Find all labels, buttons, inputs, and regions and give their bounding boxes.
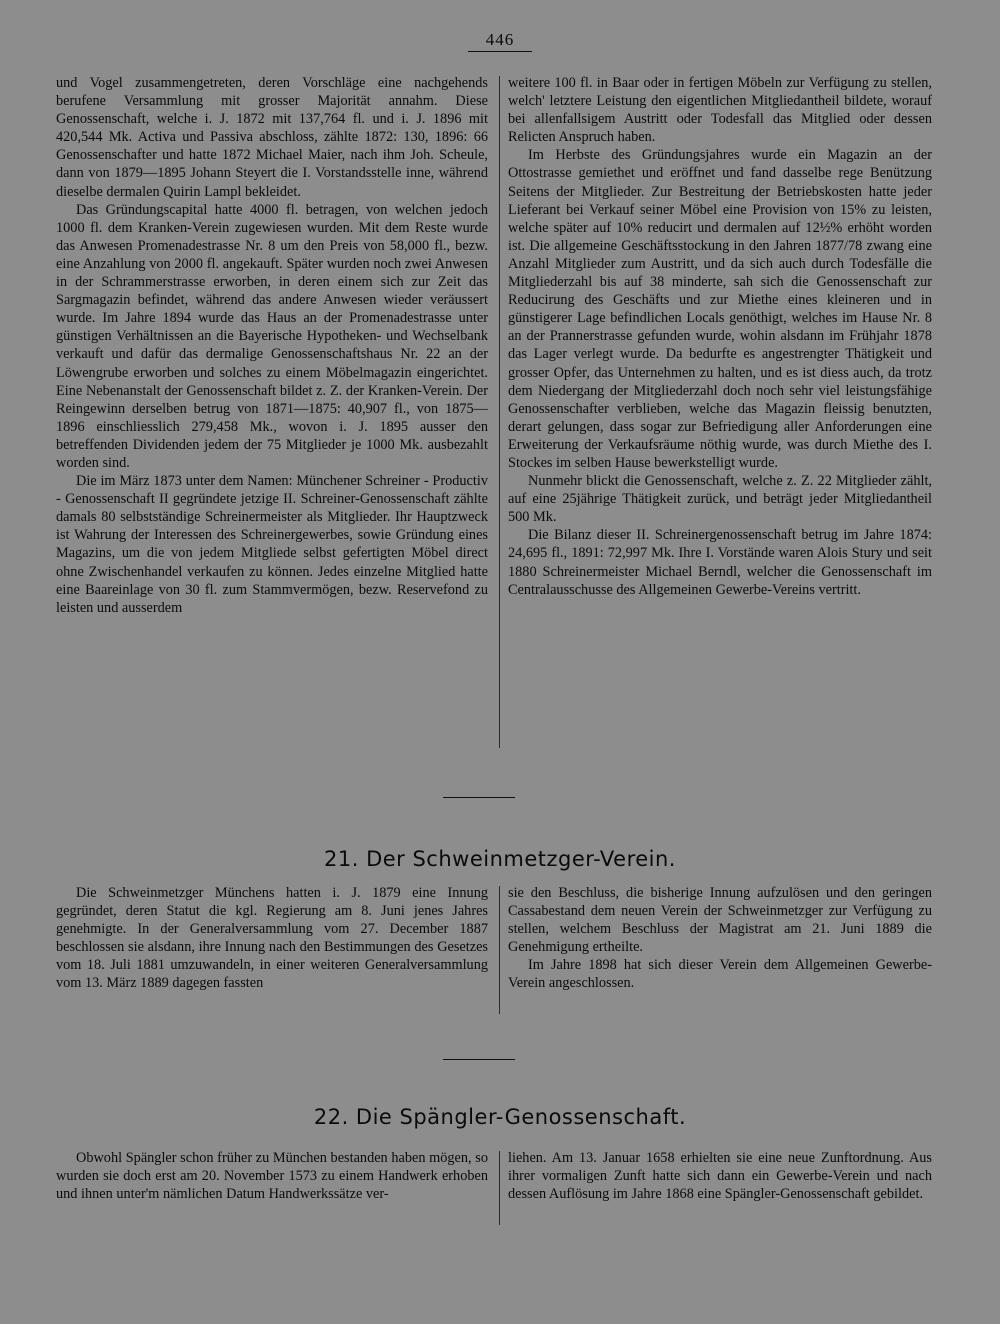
section-22-left-column [56,1149,488,1203]
section-21-right-column [508,884,932,993]
section-separator [443,1059,515,1060]
section-heading-22: 22. Die Spängler-Genossenschaft. [313,1105,687,1129]
paragraph: Das Gründungscapital hatte 4000 fl. betragen, von welchen jedoch 1000 fl. dem Kranken-Verein zugewiesen wurden. Mit dem Reste wurde das Anwesen Promenadestrasse Nr. 8 um den Preis von 58,000 fl., bezw. eine Anzahlung von 2000 fl. angekauft. Später wurden noch zwei Anwesen in der Schrammerstrasse erworben, in deren einem sich zur Zeit das Sargmagazin befindet, während das andere Anwesen wieder veräussert wurde. Im Jahre 1894 wurde das Haus an der Promenadestrasse unter günstigen Verhältnissen an die Bayerische Hypotheken- und Wechselbank verkauft und dafür das dermalige Genossenschaftshaus Nr. 22 an der Löwengrube erworben und solches zu einem Möbelmagazin eingerichtet. Eine Nebenanstalt der Genossenschaft bildet z. Z. der Kranken-Verein. Der Reingewinn derselben betrug von 1871—1875: 40,907 fl., von 1875—1896 einschliesslich 279,458 Mk., wovon i. J. 1895 ausser den betreffenden Dividenden jedem der 75 Mitglieder je 1000 Mk. ausbezahlt worden sind. [56,201,488,471]
paragraph: Die im März 1873 unter dem Namen: Münchener Schreiner - Productiv - Genossenschaft II gegründete jetzige II. Schreiner-Genossenschaft zählte damals 80 selbstständige Schreinermeister als Mitglieder. Ihr Hauptzweck ist Wahrung der Interessen des Schreinergewerbes, sowie Gründung eines Magazins, um die von jedem Mitgliede selbst gefertigten Möbel direct ohne Zwischenhandel verkaufen zu können. Jedes einzelne Mitglied hatte eine Baareinlage von 30 fl. zum Stammvermögen, bezw. Reservefond zu leisten und ausserdem [56,473,488,616]
page-number-rule [468,51,532,52]
section-22-right-column [508,1149,932,1203]
column-divider [499,1151,500,1225]
paragraph: Im Herbste des Gründungsjahres wurde ein Magazin an der Ottostrasse gemiethet und eröffnet und fand dasselbe rege Benützung Seitens der Mitglieder. Zur Bestreitung der Betriebskosten hatte jeder Lieferant bei Verkauf seiner Möbel eine Provision von 15% zu leisten, welche später auf 10% reducirt und dermalen auf 12½% erhöht worden ist. Die allgemeine Geschäftsstockung in den Jahren 1877/78 zwang eine Anzahl Mitglieder zum Austritt, und da sich auch durch Todesfälle die Mitgliederzahl bis auf 38 minderte, sah sich die Genossenschaft zur Reducirung des Geschäfts und zur Miethe eines kleineren und in günstigerer Lage befindlichen Locals genöthigt, welches im Hause Nr. 8 an der Prannerstrasse gefunden wurde, wohin alsdann im Frühjahr 1878 das Lager verlegt wurde. Da bedurfte es angestrengter Thätigkeit und grosser Opfer, das Unternehmen zu halten, und es ist diess auch, da trotz dem Niedergang der Mitgliederzahl doch noch sehr viel leistungsfähige Genossenschafter verblieben, welche das Magazin fleissig benutzten, derart gelungen, dass sogar zur Befriedigung aller Anforderungen eine Erweiterung der Verkaufsräume nöthig wurde, was durch Miethe des I. Stockes im selben Hause bewerkstelligt wurde. [508,147,932,471]
paragraph: Im Jahre 1898 hat sich dieser Verein dem Allgemeinen Gewerbe-Verein angeschlossen. [508,957,932,992]
paragraph: Die Schweinmetzger Münchens hatten i. J. 1879 eine Innung gegründet, deren Statut die kgl. Regierung am 8. Juni jenes Jahres genehmigte. In der Generalversammlung vom 27. December 1887 beschlossen sie alsdann, ihre Innung nach den Bestimmungen des Gesetzes vom 18. Juli 1881 umzuwandeln, in einer weiteren Generalversammlung vom 13. März 1889 dagegen fassten [56,885,488,992]
section-heading-21: 21. Der Schweinmetzger-Verein. [324,847,676,871]
paragraph: sie den Beschluss, die bisherige Innung aufzulösen und den geringen Cassabestand dem neuen Verein der Schweinmetzger zur Verfügung zu stellen, welchem Beschluss der Magistrat am 21. Juni 1889 die Genehmigung ertheilte. [508,885,932,956]
page-number: 446 [485,30,515,49]
paragraph: und Vogel zusammengetreten, deren Vorschläge eine nachgehends berufene Versammlung mit grosser Majorität annahm. Diese Genossenschaft, welche i. J. 1872 mit 137,764 fl. und i. J. 1896 mit 420,544 Mk. Activa und Passiva abschloss, zählte 1872: 130, 1896: 66 Genossenschafter und hatte 1872 Michael Maier, nach ihm Joh. Scheule, dann von 1879—1895 Johann Steyert die I. Vorstandsstelle inne, während dieselbe dermalen Quirin Lampl bekleidet. [56,75,488,200]
paragraph: Die Bilanz dieser II. Schreinergenossenschaft betrug im Jahre 1874: 24,695 fl., 1891: 72,997 Mk. Ihre I. Vorstände waren Alois Stury und seit 1880 Schreinermeister Michael Berndl, welcher die Genossenschaft im Centralausschusse des Allgemeinen Gewerbe-Vereins vertritt. [508,527,932,598]
section-21-left-column [56,884,488,993]
paragraph: weitere 100 fl. in Baar oder in fertigen Möbeln zur Verfügung zu stellen, welch' letztere Leistung den eigentlichen Mitgliedantheil bildete, worauf bei allenfallsigem Austritt oder Todesfall das Mitglied oder dessen Relicten Anspruch haben. [508,75,932,146]
paragraph: Nunmehr blickt die Genossenschaft, welche z. Z. 22 Mitglieder zählt, auf eine 25jährige Thätigkeit zurück, und beträgt jeder Mitgliedantheil 500 Mk. [508,473,932,526]
column-divider [499,886,500,1014]
section-separator [443,797,515,798]
column-divider [499,76,500,748]
top-left-column [56,74,488,617]
top-right-column [508,74,932,599]
paragraph: Obwohl Spängler schon früher zu München bestanden haben mögen, so wurden sie doch erst am 20. November 1573 zu einem Handwerk erhoben und ihnen unter'm nämlichen Datum Handwerkssätze ver- [56,1150,488,1203]
paragraph: liehen. Am 13. Januar 1658 erhielten sie eine neue Zunftordnung. Aus ihrer vormaligen Zunft hatte sich dann ein Gewerbe-Verein und nach dessen Auflösung im Jahre 1868 eine Spängler-Genossenschaft gebildet. [508,1150,932,1203]
